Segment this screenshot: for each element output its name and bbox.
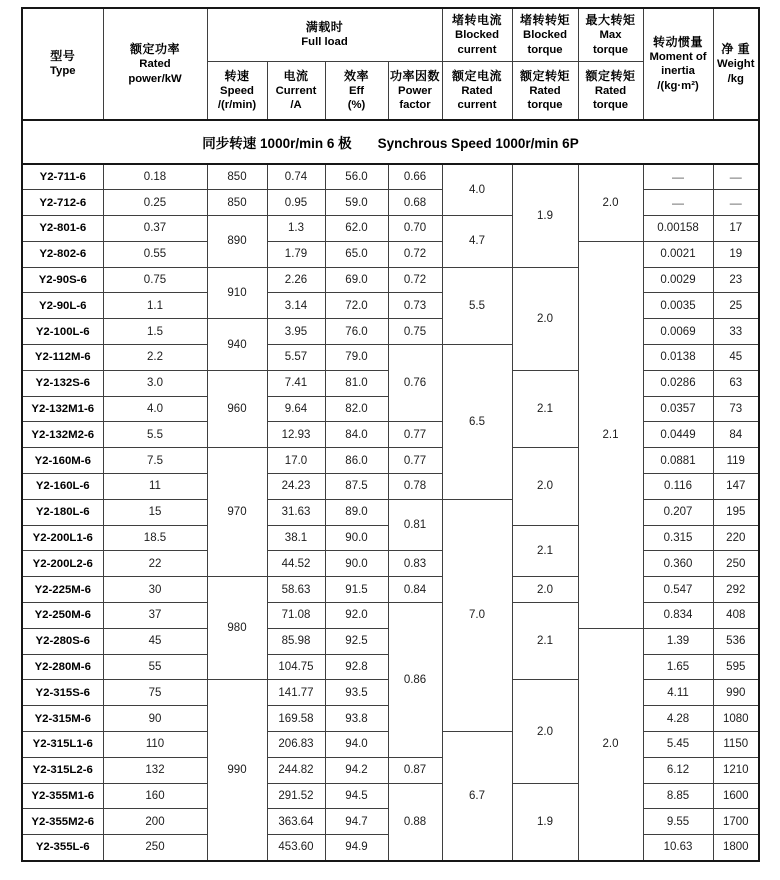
value-cell: 7.41: [267, 370, 325, 396]
value-cell: —: [643, 190, 713, 216]
value-cell: 5.5: [442, 267, 512, 344]
value-cell: 960: [207, 370, 267, 447]
value-cell: 0.87: [388, 757, 442, 783]
table-row: [22, 577, 759, 603]
max-torque-label-cn: 最大转矩: [585, 13, 636, 28]
value-cell: 59.0: [325, 190, 388, 216]
inertia-label-en1: Moment of: [649, 51, 707, 64]
value-cell: —: [713, 164, 759, 190]
value-cell: 0.834: [643, 603, 713, 629]
value-cell: 0.95: [267, 190, 325, 216]
value-cell: —: [713, 190, 759, 216]
value-cell: 5.45: [643, 732, 713, 758]
value-cell: 0.0138: [643, 345, 713, 371]
value-cell: 2.1: [512, 370, 578, 447]
current-label-cn: 电流: [283, 68, 309, 83]
value-cell: 65.0: [325, 241, 388, 267]
band-label-cn: 同步转速 1000r/min 6 极: [202, 136, 352, 151]
value-cell: 30: [103, 577, 207, 603]
table-row: [22, 551, 759, 577]
max-torque-label-en2: torque: [592, 43, 629, 56]
weight-label-en: Weight: [717, 58, 755, 71]
model-cell: Y2-160M-6: [22, 448, 103, 474]
value-cell: 990: [207, 680, 267, 861]
rated-torque-2-label-en2: torque: [592, 99, 629, 111]
value-cell: 5.57: [267, 345, 325, 371]
table-header: [22, 8, 759, 164]
value-cell: 92.5: [325, 628, 388, 654]
power-factor-label-en1: Power: [398, 84, 432, 97]
table-row: [22, 783, 759, 809]
value-cell: 84: [713, 422, 759, 448]
value-cell: 89.0: [325, 499, 388, 525]
value-cell: 2.0: [578, 628, 643, 860]
blocked-torque-label-en2: torque: [527, 43, 563, 56]
speed-unit: /(r/min): [217, 99, 257, 111]
value-cell: 15: [103, 499, 207, 525]
model-cell: Y2-712-6: [22, 190, 103, 216]
value-cell: 169.58: [267, 706, 325, 732]
value-cell: —: [643, 164, 713, 190]
value-cell: 291.52: [267, 783, 325, 809]
value-cell: 1.79: [267, 241, 325, 267]
table-row: [22, 603, 759, 629]
value-cell: 595: [713, 654, 759, 680]
value-cell: 0.0021: [643, 241, 713, 267]
value-cell: 0.78: [388, 474, 442, 500]
value-cell: 890: [207, 216, 267, 268]
col-header-blocked-torque: [512, 8, 578, 62]
value-cell: 0.18: [103, 164, 207, 190]
value-cell: 87.5: [325, 474, 388, 500]
value-cell: 45: [103, 628, 207, 654]
value-cell: 94.7: [325, 809, 388, 835]
value-cell: 75: [103, 680, 207, 706]
value-cell: 31.63: [267, 499, 325, 525]
value-cell: 0.0035: [643, 293, 713, 319]
col-header-rated-current: [442, 62, 512, 121]
model-cell: Y2-200L1-6: [22, 525, 103, 551]
value-cell: 62.0: [325, 216, 388, 242]
value-cell: 79.0: [325, 345, 388, 371]
value-cell: 58.63: [267, 577, 325, 603]
table-row: [22, 757, 759, 783]
value-cell: 0.66: [388, 164, 442, 190]
value-cell: 23: [713, 267, 759, 293]
col-header-power-factor: [388, 62, 442, 121]
value-cell: 1210: [713, 757, 759, 783]
value-cell: 1.3: [267, 216, 325, 242]
model-cell: Y2-315L2-6: [22, 757, 103, 783]
model-cell: Y2-132M2-6: [22, 422, 103, 448]
value-cell: 24.23: [267, 474, 325, 500]
value-cell: 6.7: [442, 732, 512, 861]
model-cell: Y2-355L-6: [22, 835, 103, 861]
table-row: [22, 422, 759, 448]
value-cell: 110: [103, 732, 207, 758]
value-cell: 0.72: [388, 241, 442, 267]
table-row: [22, 241, 759, 267]
value-cell: 250: [103, 835, 207, 861]
col-header-type: [22, 8, 103, 120]
value-cell: 81.0: [325, 370, 388, 396]
value-cell: 0.76: [388, 345, 442, 422]
col-header-inertia: [643, 8, 713, 120]
value-cell: 910: [207, 267, 267, 319]
value-cell: 6.12: [643, 757, 713, 783]
col-header-rated-torque-2: [578, 62, 643, 121]
value-cell: 2.0: [512, 577, 578, 603]
value-cell: 119: [713, 448, 759, 474]
model-cell: Y2-801-6: [22, 216, 103, 242]
col-header-full-load: [207, 8, 442, 62]
rated-torque-2-label-cn: 额定转矩: [585, 68, 636, 83]
value-cell: 3.95: [267, 319, 325, 345]
model-cell: Y2-225M-6: [22, 577, 103, 603]
value-cell: 0.55: [103, 241, 207, 267]
current-unit: /A: [290, 99, 302, 111]
model-cell: Y2-112M-6: [22, 345, 103, 371]
table-row: [22, 448, 759, 474]
eff-label-cn: 效率: [343, 68, 369, 83]
value-cell: 22: [103, 551, 207, 577]
value-cell: 1.9: [512, 783, 578, 860]
synchronous-speed-band: [22, 120, 759, 164]
model-cell: Y2-280M-6: [22, 654, 103, 680]
model-cell: Y2-180L-6: [22, 499, 103, 525]
value-cell: 86.0: [325, 448, 388, 474]
col-header-max-torque: [578, 8, 643, 62]
value-cell: 160: [103, 783, 207, 809]
table-row: [22, 267, 759, 293]
value-cell: 0.72: [388, 267, 442, 293]
table-row: [22, 319, 759, 345]
model-cell: Y2-90S-6: [22, 267, 103, 293]
value-cell: 0.77: [388, 448, 442, 474]
model-cell: Y2-132M1-6: [22, 396, 103, 422]
table-row: [22, 164, 759, 190]
value-cell: 0.0449: [643, 422, 713, 448]
value-cell: 90: [103, 706, 207, 732]
value-cell: 0.25: [103, 190, 207, 216]
table-row: [22, 474, 759, 500]
value-cell: 19: [713, 241, 759, 267]
value-cell: 55: [103, 654, 207, 680]
value-cell: 84.0: [325, 422, 388, 448]
model-cell: Y2-315S-6: [22, 680, 103, 706]
value-cell: 91.5: [325, 577, 388, 603]
rated-torque-2-label-en1: Rated: [594, 84, 627, 97]
value-cell: 0.73: [388, 293, 442, 319]
value-cell: 0.86: [388, 603, 442, 758]
value-cell: 93.8: [325, 706, 388, 732]
value-cell: 7.0: [442, 499, 512, 731]
value-cell: 0.0881: [643, 448, 713, 474]
value-cell: 0.207: [643, 499, 713, 525]
value-cell: 2.26: [267, 267, 325, 293]
value-cell: 453.60: [267, 835, 325, 861]
value-cell: 92.8: [325, 654, 388, 680]
band-label-en: Synchrous Speed 1000r/min 6P: [377, 136, 579, 151]
model-cell: Y2-355M1-6: [22, 783, 103, 809]
value-cell: 94.9: [325, 835, 388, 861]
value-cell: 0.84: [388, 577, 442, 603]
value-cell: 1800: [713, 835, 759, 861]
table-row: [22, 499, 759, 525]
blocked-current-label-en1: Blocked: [455, 29, 499, 42]
value-cell: 2.1: [512, 525, 578, 577]
value-cell: 11: [103, 474, 207, 500]
value-cell: 0.0286: [643, 370, 713, 396]
value-cell: 8.85: [643, 783, 713, 809]
value-cell: 76.0: [325, 319, 388, 345]
max-torque-label-en1: Max: [599, 29, 622, 42]
value-cell: 0.315: [643, 525, 713, 551]
value-cell: 44.52: [267, 551, 325, 577]
value-cell: 82.0: [325, 396, 388, 422]
model-cell: Y2-132S-6: [22, 370, 103, 396]
value-cell: 0.547: [643, 577, 713, 603]
full-load-label-en: Full load: [301, 36, 348, 49]
value-cell: 0.74: [267, 164, 325, 190]
value-cell: 9.64: [267, 396, 325, 422]
value-cell: 940: [207, 319, 267, 371]
value-cell: 0.0357: [643, 396, 713, 422]
power-factor-label-cn: 功率因数: [390, 68, 441, 83]
blocked-torque-label-cn: 堵转转矩: [520, 13, 571, 28]
value-cell: 0.70: [388, 216, 442, 242]
rated-power-label-cn: 额定功率: [129, 42, 180, 57]
value-cell: 2.0: [578, 164, 643, 241]
value-cell: 0.360: [643, 551, 713, 577]
value-cell: 1.65: [643, 654, 713, 680]
value-cell: 980: [207, 577, 267, 680]
value-cell: 4.0: [103, 396, 207, 422]
value-cell: 1.9: [512, 164, 578, 267]
value-cell: 2.2: [103, 345, 207, 371]
value-cell: 850: [207, 164, 267, 190]
value-cell: 45: [713, 345, 759, 371]
value-cell: 92.0: [325, 603, 388, 629]
weight-unit: /kg: [727, 72, 744, 85]
value-cell: 0.77: [388, 422, 442, 448]
value-cell: 0.88: [388, 783, 442, 860]
value-cell: 2.1: [512, 603, 578, 680]
value-cell: 850: [207, 190, 267, 216]
value-cell: 206.83: [267, 732, 325, 758]
type-label-cn: 型号: [50, 49, 76, 64]
value-cell: 0.68: [388, 190, 442, 216]
value-cell: 18.5: [103, 525, 207, 551]
value-cell: 0.83: [388, 551, 442, 577]
value-cell: 250: [713, 551, 759, 577]
value-cell: 0.75: [103, 267, 207, 293]
inertia-unit: /(kg·m²): [657, 79, 699, 92]
value-cell: 0.0029: [643, 267, 713, 293]
table-row: [22, 190, 759, 216]
col-header-weight: [713, 8, 759, 120]
model-cell: Y2-280S-6: [22, 628, 103, 654]
value-cell: 90.0: [325, 551, 388, 577]
model-cell: Y2-802-6: [22, 241, 103, 267]
model-cell: Y2-200L2-6: [22, 551, 103, 577]
value-cell: 4.11: [643, 680, 713, 706]
motor-spec-sheet: [21, 7, 760, 862]
blocked-current-label-cn: 堵转电流: [452, 13, 503, 28]
rated-current-label-en1: Rated: [461, 84, 493, 97]
value-cell: 4.0: [442, 164, 512, 216]
value-cell: 38.1: [267, 525, 325, 551]
model-cell: Y2-250M-6: [22, 603, 103, 629]
full-load-label-cn: 满载时: [305, 20, 344, 35]
value-cell: 0.0069: [643, 319, 713, 345]
value-cell: 363.64: [267, 809, 325, 835]
value-cell: 56.0: [325, 164, 388, 190]
value-cell: 1080: [713, 706, 759, 732]
value-cell: 132: [103, 757, 207, 783]
value-cell: 94.2: [325, 757, 388, 783]
value-cell: 25: [713, 293, 759, 319]
value-cell: 3.0: [103, 370, 207, 396]
value-cell: 10.63: [643, 835, 713, 861]
value-cell: 2.0: [512, 267, 578, 370]
rated-torque-1-label-cn: 额定转矩: [520, 68, 571, 83]
value-cell: 2.1: [578, 241, 643, 628]
value-cell: 6.5: [442, 345, 512, 500]
value-cell: 3.14: [267, 293, 325, 319]
value-cell: 1.5: [103, 319, 207, 345]
value-cell: 5.5: [103, 422, 207, 448]
rated-current-label-en2: current: [457, 99, 497, 111]
value-cell: 63: [713, 370, 759, 396]
rated-torque-1-label-en2: torque: [527, 99, 563, 111]
rated-current-label-cn: 额定电流: [452, 68, 503, 83]
value-cell: 93.5: [325, 680, 388, 706]
col-header-speed: [207, 62, 267, 121]
type-label-en: Type: [49, 65, 76, 78]
weight-label-cn: 净 重: [721, 42, 751, 57]
spec-table-body: [22, 164, 759, 861]
value-cell: 72.0: [325, 293, 388, 319]
inertia-label-en2: inertia: [661, 65, 695, 78]
value-cell: 536: [713, 628, 759, 654]
col-header-current: [267, 62, 325, 121]
value-cell: 244.82: [267, 757, 325, 783]
value-cell: 71.08: [267, 603, 325, 629]
value-cell: 17.0: [267, 448, 325, 474]
value-cell: 33: [713, 319, 759, 345]
eff-label-en: Eff: [348, 84, 365, 97]
value-cell: 104.75: [267, 654, 325, 680]
rated-power-label-en: Rated: [139, 58, 171, 71]
col-header-rated-torque-1: [512, 62, 578, 121]
table-row: [22, 293, 759, 319]
table-row: [22, 216, 759, 242]
speed-label-en: Speed: [220, 84, 254, 97]
value-cell: 73: [713, 396, 759, 422]
value-cell: 220: [713, 525, 759, 551]
model-cell: Y2-315M-6: [22, 706, 103, 732]
col-header-eff: [325, 62, 388, 121]
value-cell: 0.81: [388, 499, 442, 551]
value-cell: 7.5: [103, 448, 207, 474]
inertia-label-cn: 转动惯量: [653, 35, 704, 50]
value-cell: 990: [713, 680, 759, 706]
value-cell: 69.0: [325, 267, 388, 293]
value-cell: 2.0: [512, 680, 578, 783]
eff-unit: (%): [347, 99, 366, 111]
value-cell: 292: [713, 577, 759, 603]
value-cell: 94.5: [325, 783, 388, 809]
rated-torque-1-label-en1: Rated: [529, 84, 561, 97]
col-header-blocked-current: [442, 8, 512, 62]
value-cell: 1700: [713, 809, 759, 835]
model-cell: Y2-315L1-6: [22, 732, 103, 758]
value-cell: 17: [713, 216, 759, 242]
value-cell: 1600: [713, 783, 759, 809]
model-cell: Y2-100L-6: [22, 319, 103, 345]
value-cell: 12.93: [267, 422, 325, 448]
col-header-rated-power: [103, 8, 207, 120]
value-cell: 9.55: [643, 809, 713, 835]
value-cell: 0.00158: [643, 216, 713, 242]
blocked-current-label-en2: current: [457, 43, 497, 56]
value-cell: 94.0: [325, 732, 388, 758]
rated-power-unit: power/kW: [128, 72, 182, 85]
value-cell: 1.39: [643, 628, 713, 654]
value-cell: 90.0: [325, 525, 388, 551]
table-row: [22, 345, 759, 371]
speed-label-cn: 转速: [224, 68, 250, 83]
value-cell: 1.1: [103, 293, 207, 319]
value-cell: 4.28: [643, 706, 713, 732]
current-label-en: Current: [275, 84, 317, 97]
value-cell: 147: [713, 474, 759, 500]
model-cell: Y2-711-6: [22, 164, 103, 190]
value-cell: 408: [713, 603, 759, 629]
blocked-torque-label-en1: Blocked: [523, 29, 567, 42]
value-cell: 4.7: [442, 216, 512, 268]
value-cell: 1150: [713, 732, 759, 758]
value-cell: 0.116: [643, 474, 713, 500]
value-cell: 195: [713, 499, 759, 525]
value-cell: 37: [103, 603, 207, 629]
value-cell: 970: [207, 448, 267, 577]
value-cell: 0.75: [388, 319, 442, 345]
model-cell: Y2-355M2-6: [22, 809, 103, 835]
value-cell: 141.77: [267, 680, 325, 706]
motor-spec-table: [21, 7, 760, 862]
model-cell: Y2-160L-6: [22, 474, 103, 500]
value-cell: 2.0: [512, 448, 578, 525]
value-cell: 85.98: [267, 628, 325, 654]
value-cell: 200: [103, 809, 207, 835]
model-cell: Y2-90L-6: [22, 293, 103, 319]
power-factor-label-en2: factor: [399, 99, 431, 111]
value-cell: 0.37: [103, 216, 207, 242]
